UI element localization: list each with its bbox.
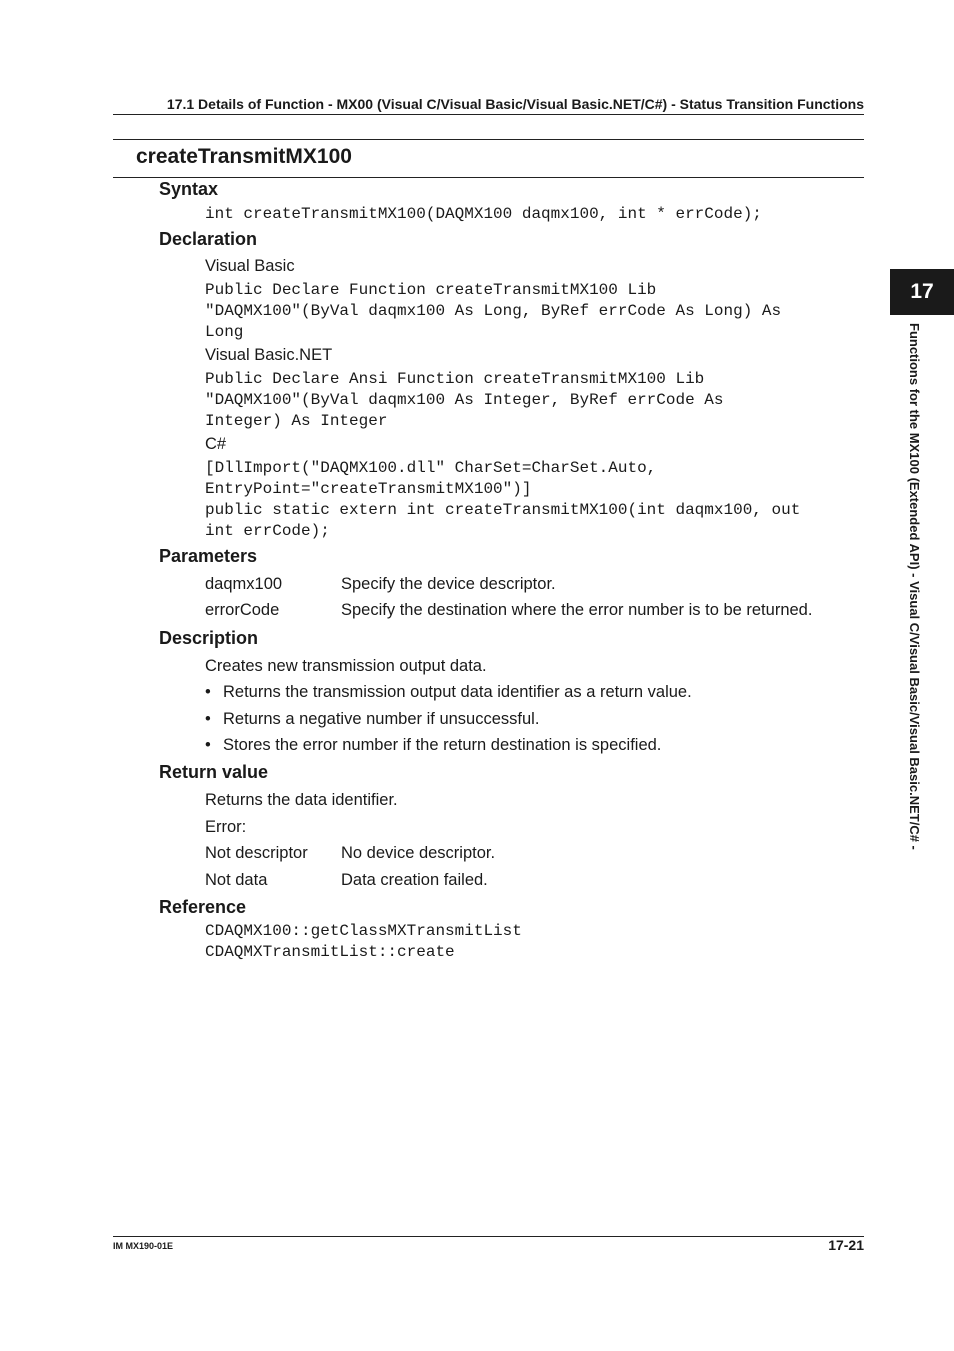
bullet-icon: • [205, 683, 211, 701]
vbnet-code-line: Integer) As Integer [205, 412, 388, 430]
description-bullet [205, 710, 539, 729]
bullet-text: Stores the error number if the return destination is specified. [223, 736, 662, 754]
description-bullet [205, 736, 661, 755]
cs-code-line: public static extern int createTransmitMX100(int daqmx100, out [205, 501, 801, 519]
param-desc: Specify the device descriptor. [341, 575, 556, 593]
reference-item: CDAQMXTransmitList::create [205, 943, 455, 961]
param-desc: Specify the destination where the error number is to be returned. [341, 601, 813, 619]
bullet-text: Returns a negative number if unsuccessful. [223, 710, 540, 728]
header-rule [113, 114, 864, 115]
cs-code-line: EntryPoint="createTransmitMX100")] [205, 480, 532, 498]
reference-heading: Reference [159, 897, 247, 917]
vbnet-code-line: Public Declare Ansi Function createTransmitMX100 Lib [205, 370, 705, 388]
bullet-icon: • [205, 736, 211, 754]
description-intro: Creates new transmission output data. [205, 657, 487, 675]
document-id: IM MX190-01E [113, 1241, 174, 1251]
reference-item: CDAQMX100::getClassMXTransmitList [205, 922, 522, 940]
title-top-rule [113, 139, 864, 140]
running-head: 17.1 Details of Function - MX00 (Visual C/Visual Basic/Visual Basic.NET/C#) - Status Transition Functions [166, 96, 864, 112]
cs-code-line: [DllImport("DAQMX100.dll" CharSet=CharSet.Auto, [205, 459, 657, 477]
vb-label: Visual Basic [205, 257, 295, 275]
description-heading: Description [159, 628, 259, 648]
error-name: Not data [205, 871, 268, 889]
return-value-heading: Return value [159, 762, 269, 782]
param-name: daqmx100 [205, 575, 283, 593]
vbnet-label: Visual Basic.NET [205, 346, 333, 364]
declaration-heading: Declaration [159, 229, 258, 249]
page-number: 17-21 [828, 1237, 864, 1253]
chapter-tab: 17 [890, 269, 954, 315]
footer-rule [113, 1236, 864, 1237]
bullet-text: Returns the transmission output data identifier as a return value. [223, 683, 692, 701]
bullet-icon: • [205, 710, 211, 728]
parameters-heading: Parameters [159, 546, 258, 566]
error-label: Error: [205, 818, 247, 836]
syntax-heading: Syntax [159, 179, 219, 199]
vb-code-line: Public Declare Function createTransmitMX100 Lib [205, 281, 657, 299]
cs-code-line: int errCode); [205, 522, 330, 540]
description-bullet [205, 683, 692, 702]
error-name: Not descriptor [205, 844, 308, 862]
chapter-side-title: Functions for the MX100 (Extended API) - Visual C/Visual Basic/Visual Basic.NET/C# - [907, 323, 922, 850]
syntax-code: int createTransmitMX100(DAQMX100 daqmx100, int * errCode); [205, 205, 762, 223]
error-desc: Data creation failed. [341, 871, 488, 889]
cs-label: C# [205, 435, 227, 453]
vb-code-line: Long [205, 323, 244, 341]
vbnet-code-line: "DAQMX100"(ByVal daqmx100 As Integer, ByRef errCode As [205, 391, 724, 409]
vb-code-line: "DAQMX100"(ByVal daqmx100 As Long, ByRef errCode As Long) As [205, 302, 782, 320]
error-desc: No device descriptor. [341, 844, 496, 862]
return-value-text: Returns the data identifier. [205, 791, 398, 809]
param-name: errorCode [205, 601, 280, 619]
function-title: createTransmitMX100 [136, 145, 352, 168]
title-bottom-rule [113, 177, 864, 178]
